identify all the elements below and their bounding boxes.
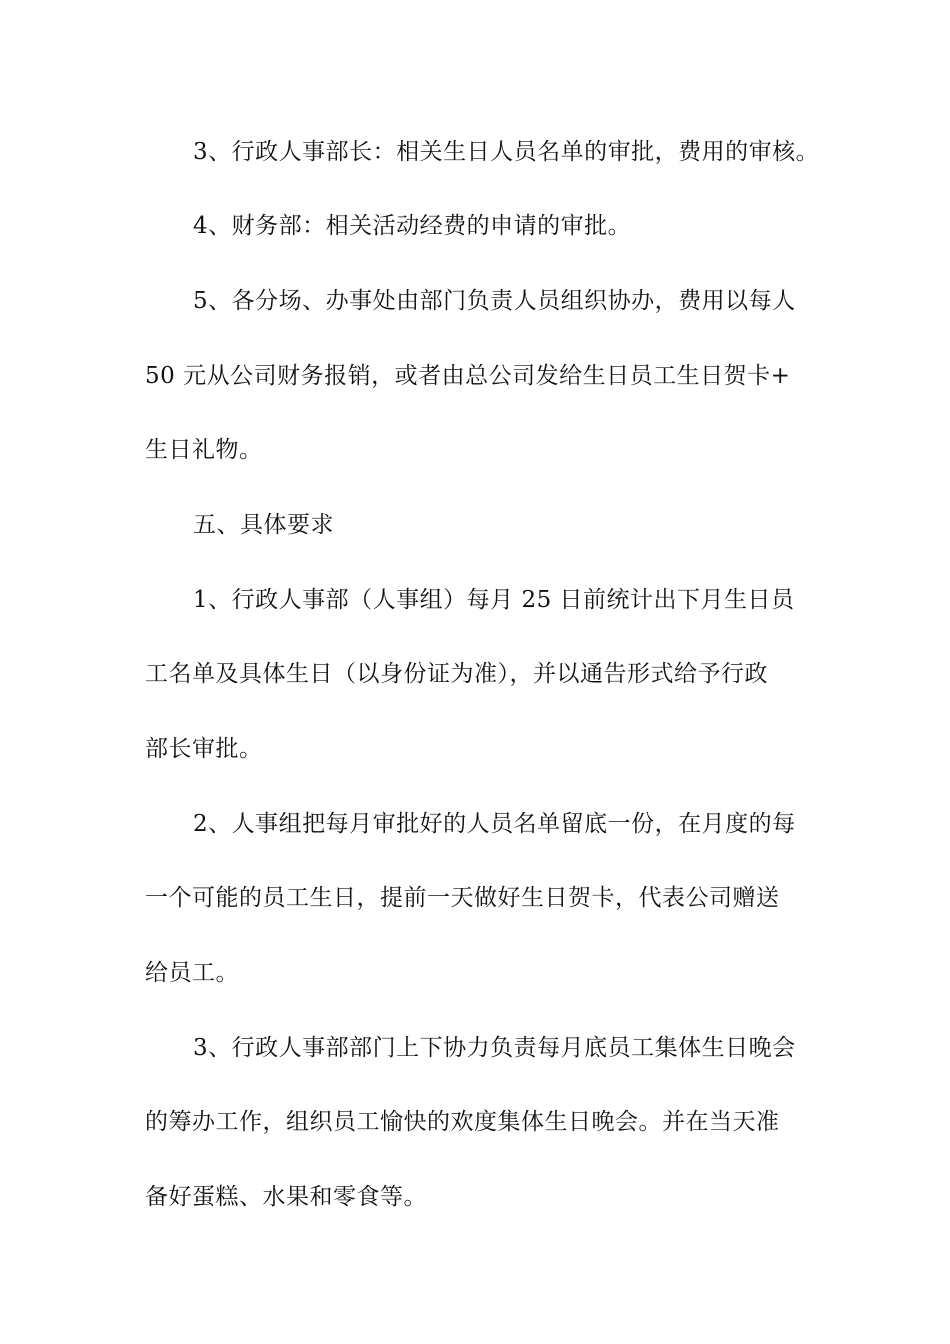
paragraph-line: 4、财务部：相关活动经费的申请的审批。 (193, 213, 632, 239)
paragraph-line: 备好蛋糕、水果和零食等。 (145, 1184, 427, 1210)
section-heading: 五、具体要求 (193, 512, 334, 538)
paragraph-line: 2、人事组把每月审批好的人员名单留底一份，在月度的每 (193, 811, 796, 837)
paragraph-line: 生日礼物。 (145, 437, 263, 463)
paragraph-line: 1、行政人事部（人事组）每月 25 日前统计出下月生日员 (193, 587, 795, 613)
paragraph-line: 3、行政人事部部门上下协力负责每月底员工集体生日晚会 (193, 1035, 796, 1061)
paragraph-line: 工名单及具体生日（以身份证为准），并以通告形式给予行政 (145, 661, 768, 687)
paragraph-line: 部长审批。 (145, 736, 263, 762)
paragraph-line: 的筹办工作，组织员工愉快的欢度集体生日晚会。并在当天准 (145, 1109, 780, 1135)
paragraph-line: 50 元从公司财务报销，或者由总公司发给生日员工生日贺卡+ (145, 363, 791, 389)
paragraph-line: 3、行政人事部长：相关生日人员名单的审批，费用的审核。 (193, 139, 820, 165)
paragraph-line: 给员工。 (145, 960, 239, 986)
paragraph-line: 5、各分场、办事处由部门负责人员组织协办，费用以每人 (193, 288, 796, 314)
paragraph-line: 一个可能的员工生日，提前一天做好生日贺卡，代表公司赠送 (145, 885, 780, 911)
